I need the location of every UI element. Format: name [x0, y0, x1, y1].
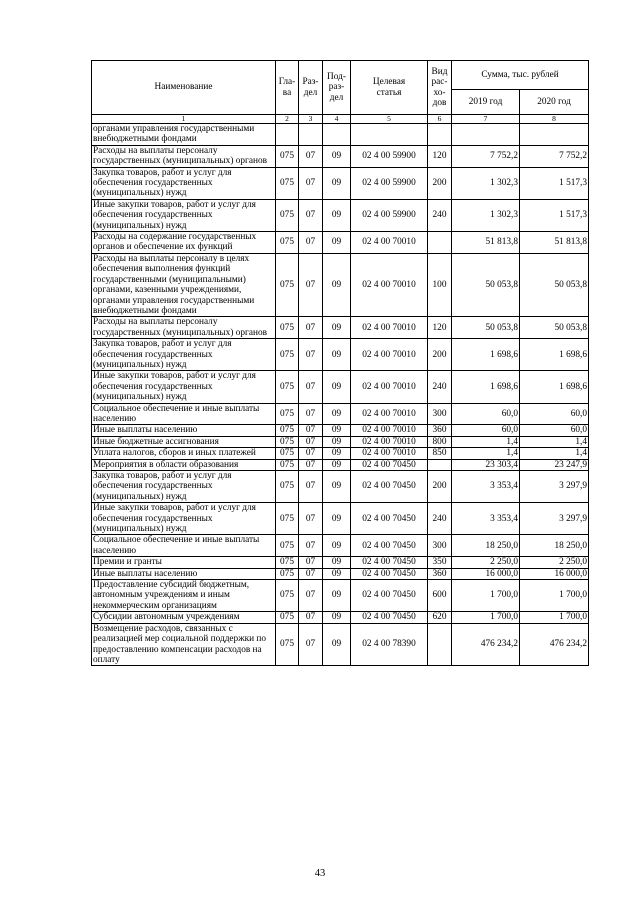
header-target: Целевая статья — [351, 61, 428, 115]
row-vid: 300 — [428, 403, 452, 425]
row-sum-2019: 1,4 — [452, 436, 520, 447]
row-sum-2020: 3 297,9 — [520, 471, 589, 503]
row-glava: 075 — [276, 317, 299, 339]
row-podrazdel: 09 — [323, 425, 351, 436]
row-target: 02 4 00 70010 — [351, 339, 428, 371]
col-num-2: 2 — [276, 115, 299, 124]
row-name: Уплата налогов, сборов и иных платежей — [92, 448, 276, 459]
row-sum-2019: 50 053,8 — [452, 253, 520, 316]
row-razdel: 07 — [299, 535, 323, 557]
row-razdel: 07 — [299, 612, 323, 623]
row-vid — [428, 459, 452, 470]
row-name: Иные закупки товаров, работ и услуг для обеспечения государственных (муниципальных) нужд — [92, 503, 276, 535]
row-sum-2020: 60,0 — [520, 425, 589, 436]
row-sum-2019: 51 813,8 — [452, 232, 520, 254]
col-num-8: 8 — [520, 115, 589, 124]
row-target: 02 4 00 70010 — [351, 436, 428, 447]
table-row — [92, 371, 589, 403]
table-row — [92, 471, 589, 503]
row-podrazdel — [323, 124, 351, 146]
row-target: 02 4 00 70010 — [351, 425, 428, 436]
row-glava: 075 — [276, 623, 299, 666]
header-2019: 2019 год — [452, 90, 520, 115]
row-target: 02 4 00 70010 — [351, 371, 428, 403]
row-sum-2020: 1 517,3 — [520, 199, 589, 231]
table-row — [92, 612, 589, 623]
header-2020: 2020 год — [520, 90, 589, 115]
table-row — [92, 124, 589, 146]
row-sum-2020: 2 250,0 — [520, 557, 589, 568]
row-sum-2019: 1 700,0 — [452, 580, 520, 612]
row-glava: 075 — [276, 448, 299, 459]
row-podrazdel: 09 — [323, 436, 351, 447]
row-sum-2020: 1 517,3 — [520, 167, 589, 199]
row-name: Расходы на содержание государственных органов и обеспечение их функций — [92, 232, 276, 254]
row-razdel: 07 — [299, 436, 323, 447]
row-sum-2020: 51 813,8 — [520, 232, 589, 254]
row-podrazdel: 09 — [323, 612, 351, 623]
row-vid: 300 — [428, 535, 452, 557]
row-target: 02 4 00 70450 — [351, 580, 428, 612]
row-sum-2020: 23 247,9 — [520, 459, 589, 470]
row-name: Премии и гранты — [92, 557, 276, 568]
row-glava: 075 — [276, 459, 299, 470]
header-sum: Сумма, тыс. рублей — [452, 61, 589, 90]
row-name: органами управления государственными внебюджетными фондами — [92, 124, 276, 146]
row-name: Иные закупки товаров, работ и услуг для обеспечения государственных (муниципальных) нужд — [92, 199, 276, 231]
row-name: Расходы на выплаты персоналу в целях обеспечения выполнения функций государственными (муниципальными) органами, казенными учреждениями, органами управления государственными внебюджетными фондами — [92, 253, 276, 316]
row-vid: 200 — [428, 471, 452, 503]
row-razdel: 07 — [299, 568, 323, 579]
row-podrazdel: 09 — [323, 580, 351, 612]
table-row — [92, 232, 589, 254]
row-glava: 075 — [276, 232, 299, 254]
row-glava: 075 — [276, 253, 299, 316]
row-razdel: 07 — [299, 503, 323, 535]
header-glava: Гла- ва — [276, 61, 299, 115]
row-razdel: 07 — [299, 167, 323, 199]
col-num-6: 6 — [428, 115, 452, 124]
row-name: Закупка товаров, работ и услуг для обеспечения государственных (муниципальных) нужд — [92, 339, 276, 371]
row-razdel: 07 — [299, 557, 323, 568]
row-target: 02 4 00 70010 — [351, 403, 428, 425]
row-sum-2019: 1,4 — [452, 448, 520, 459]
row-glava: 075 — [276, 436, 299, 447]
row-sum-2019: 3 353,4 — [452, 503, 520, 535]
row-glava: 075 — [276, 167, 299, 199]
row-podrazdel: 09 — [323, 371, 351, 403]
row-sum-2019: 2 250,0 — [452, 557, 520, 568]
row-razdel: 07 — [299, 232, 323, 254]
row-sum-2019: 16 000,0 — [452, 568, 520, 579]
row-sum-2019: 60,0 — [452, 403, 520, 425]
row-target: 02 4 00 70450 — [351, 568, 428, 579]
row-podrazdel: 09 — [323, 568, 351, 579]
col-num-5: 5 — [351, 115, 428, 124]
row-name: Социальное обеспечение и иные выплаты населению — [92, 403, 276, 425]
row-podrazdel: 09 — [323, 557, 351, 568]
row-vid: 600 — [428, 580, 452, 612]
col-num-4: 4 — [323, 115, 351, 124]
row-podrazdel: 09 — [323, 253, 351, 316]
table-row — [92, 317, 589, 339]
row-vid: 100 — [428, 253, 452, 316]
row-sum-2019: 7 752,2 — [452, 145, 520, 167]
row-podrazdel: 09 — [323, 623, 351, 666]
row-sum-2020: 1 700,0 — [520, 580, 589, 612]
row-vid: 120 — [428, 145, 452, 167]
table-row — [92, 459, 589, 470]
row-name: Возмещение расходов, связанных с реализацией мер социальной поддержки по предоставлению компенсации расходов на оплату — [92, 623, 276, 666]
row-vid: 620 — [428, 612, 452, 623]
header-vid: Вид рас- хо- дов — [428, 61, 452, 115]
row-vid: 200 — [428, 167, 452, 199]
row-target: 02 4 00 70010 — [351, 317, 428, 339]
row-sum-2019: 476 234,2 — [452, 623, 520, 666]
row-sum-2020: 16 000,0 — [520, 568, 589, 579]
row-podrazdel: 09 — [323, 145, 351, 167]
row-target — [351, 124, 428, 146]
row-sum-2020: 18 250,0 — [520, 535, 589, 557]
row-target: 02 4 00 70450 — [351, 471, 428, 503]
row-sum-2019: 3 353,4 — [452, 471, 520, 503]
row-name: Иные выплаты населению — [92, 425, 276, 436]
table-row — [92, 199, 589, 231]
row-name: Мероприятия в области образования — [92, 459, 276, 470]
row-sum-2020: 50 053,8 — [520, 253, 589, 316]
row-sum-2020: 7 752,2 — [520, 145, 589, 167]
row-glava: 075 — [276, 557, 299, 568]
row-razdel: 07 — [299, 145, 323, 167]
col-num-3: 3 — [299, 115, 323, 124]
row-razdel: 07 — [299, 371, 323, 403]
row-sum-2020: 50 053,8 — [520, 317, 589, 339]
row-glava: 075 — [276, 199, 299, 231]
row-sum-2019 — [452, 124, 520, 146]
row-glava: 075 — [276, 503, 299, 535]
row-glava: 075 — [276, 471, 299, 503]
row-vid: 240 — [428, 503, 452, 535]
row-sum-2020 — [520, 124, 589, 146]
table-body — [92, 124, 589, 666]
header-razdel: Раз- дел — [299, 61, 323, 115]
row-glava: 075 — [276, 535, 299, 557]
row-podrazdel: 09 — [323, 503, 351, 535]
row-name: Расходы на выплаты персоналу государственных (муниципальных) органов — [92, 317, 276, 339]
row-target: 02 4 00 70010 — [351, 253, 428, 316]
row-vid — [428, 232, 452, 254]
table-row — [92, 167, 589, 199]
row-vid: 240 — [428, 199, 452, 231]
row-sum-2019: 18 250,0 — [452, 535, 520, 557]
row-name: Иные бюджетные ассигнования — [92, 436, 276, 447]
header-podrazdel: Под- раз- дел — [323, 61, 351, 115]
table-row — [92, 557, 589, 568]
row-podrazdel: 09 — [323, 167, 351, 199]
row-razdel: 07 — [299, 425, 323, 436]
row-podrazdel: 09 — [323, 199, 351, 231]
row-podrazdel: 09 — [323, 339, 351, 371]
row-target: 02 4 00 59900 — [351, 145, 428, 167]
row-glava: 075 — [276, 403, 299, 425]
table-row — [92, 448, 589, 459]
row-vid: 360 — [428, 568, 452, 579]
row-sum-2020: 1,4 — [520, 448, 589, 459]
row-sum-2019: 23 303,4 — [452, 459, 520, 470]
table-row — [92, 145, 589, 167]
row-sum-2020: 60,0 — [520, 403, 589, 425]
row-vid — [428, 124, 452, 146]
row-razdel — [299, 124, 323, 146]
row-podrazdel: 09 — [323, 535, 351, 557]
page-number: 43 — [314, 868, 326, 879]
row-podrazdel: 09 — [323, 448, 351, 459]
row-sum-2020: 1 700,0 — [520, 612, 589, 623]
row-podrazdel: 09 — [323, 403, 351, 425]
row-podrazdel: 09 — [323, 317, 351, 339]
row-glava: 075 — [276, 145, 299, 167]
row-sum-2019: 1 698,6 — [452, 339, 520, 371]
row-glava: 075 — [276, 339, 299, 371]
table-row — [92, 253, 589, 316]
row-razdel: 07 — [299, 448, 323, 459]
row-target: 02 4 00 59900 — [351, 167, 428, 199]
row-name: Субсидии автономным учреждениям — [92, 612, 276, 623]
row-target: 02 4 00 70450 — [351, 535, 428, 557]
row-sum-2019: 60,0 — [452, 425, 520, 436]
row-target: 02 4 00 70450 — [351, 612, 428, 623]
row-sum-2020: 3 297,9 — [520, 503, 589, 535]
row-razdel: 07 — [299, 317, 323, 339]
row-razdel: 07 — [299, 199, 323, 231]
row-sum-2020: 1 698,6 — [520, 339, 589, 371]
row-vid: 120 — [428, 317, 452, 339]
row-target: 02 4 00 70010 — [351, 232, 428, 254]
table-row — [92, 503, 589, 535]
row-name: Закупка товаров, работ и услуг для обеспечения государственных (муниципальных) нужд — [92, 471, 276, 503]
row-razdel: 07 — [299, 459, 323, 470]
table-row — [92, 623, 589, 666]
table-row — [92, 568, 589, 579]
row-vid: 350 — [428, 557, 452, 568]
row-sum-2020: 1,4 — [520, 436, 589, 447]
header-name: Наименование — [92, 61, 276, 115]
row-target: 02 4 00 70450 — [351, 557, 428, 568]
table-row — [92, 403, 589, 425]
row-sum-2019: 50 053,8 — [452, 317, 520, 339]
row-razdel: 07 — [299, 253, 323, 316]
row-vid: 200 — [428, 339, 452, 371]
col-num-1: 1 — [92, 115, 276, 124]
col-num-7: 7 — [452, 115, 520, 124]
row-podrazdel: 09 — [323, 232, 351, 254]
row-podrazdel: 09 — [323, 459, 351, 470]
row-razdel: 07 — [299, 471, 323, 503]
row-vid: 240 — [428, 371, 452, 403]
row-sum-2020: 476 234,2 — [520, 623, 589, 666]
row-vid: 850 — [428, 448, 452, 459]
row-name: Иные выплаты населению — [92, 568, 276, 579]
row-target: 02 4 00 70010 — [351, 448, 428, 459]
row-sum-2019: 1 302,3 — [452, 199, 520, 231]
row-razdel: 07 — [299, 403, 323, 425]
row-target: 02 4 00 70450 — [351, 503, 428, 535]
row-glava: 075 — [276, 612, 299, 623]
row-sum-2020: 1 698,6 — [520, 371, 589, 403]
row-target: 02 4 00 59900 — [351, 199, 428, 231]
row-glava — [276, 124, 299, 146]
row-razdel: 07 — [299, 339, 323, 371]
row-vid — [428, 623, 452, 666]
row-vid: 800 — [428, 436, 452, 447]
row-name: Расходы на выплаты персоналу государственных (муниципальных) органов — [92, 145, 276, 167]
row-glava: 075 — [276, 371, 299, 403]
table-row — [92, 535, 589, 557]
row-name: Закупка товаров, работ и услуг для обеспечения государственных (муниципальных) нужд — [92, 167, 276, 199]
table-row — [92, 580, 589, 612]
column-number-row — [92, 115, 589, 124]
row-sum-2019: 1 700,0 — [452, 612, 520, 623]
row-podrazdel: 09 — [323, 471, 351, 503]
row-razdel: 07 — [299, 623, 323, 666]
row-glava: 075 — [276, 425, 299, 436]
table-row — [92, 339, 589, 371]
row-name: Социальное обеспечение и иные выплаты населению — [92, 535, 276, 557]
row-sum-2019: 1 698,6 — [452, 371, 520, 403]
row-name: Иные закупки товаров, работ и услуг для обеспечения государственных (муниципальных) нужд — [92, 371, 276, 403]
row-razdel: 07 — [299, 580, 323, 612]
row-target: 02 4 00 78390 — [351, 623, 428, 666]
table-row — [92, 436, 589, 447]
table-row — [92, 425, 589, 436]
budget-table — [91, 60, 589, 666]
row-sum-2019: 1 302,3 — [452, 167, 520, 199]
row-name: Предоставление субсидий бюджетным, автономным учреждениям и иным некоммерческим организациям — [92, 580, 276, 612]
row-glava: 075 — [276, 580, 299, 612]
row-glava: 075 — [276, 568, 299, 579]
row-target: 02 4 00 70450 — [351, 459, 428, 470]
row-vid: 360 — [428, 425, 452, 436]
